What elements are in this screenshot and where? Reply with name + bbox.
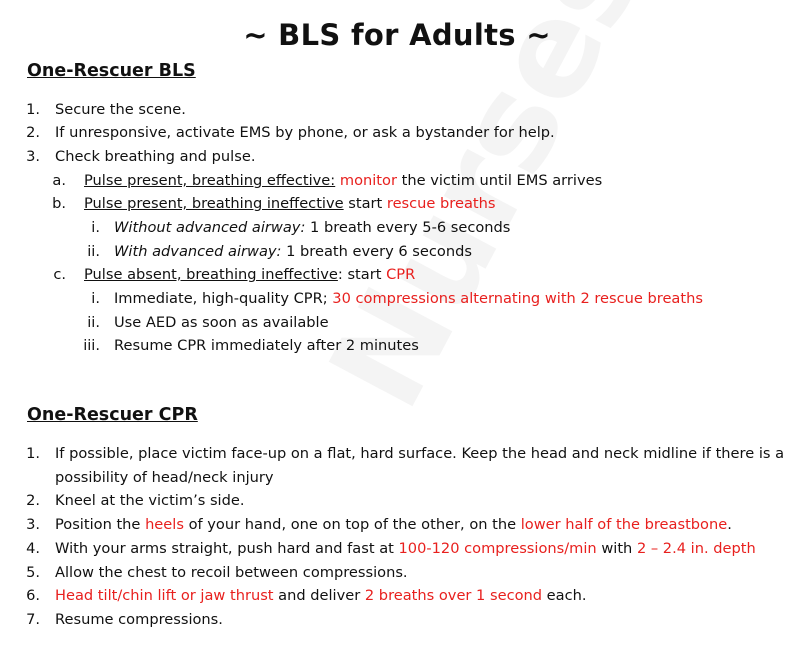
list-text: Check breathing and pulse. [55,148,256,165]
section-heading-one-rescuer-bls: One-Rescuer BLS [27,61,196,81]
highlight-text: 100-120 compressions/min [398,540,597,557]
list-text-part: of your hand, one on top of the other, on the [183,516,521,533]
list-number: ii. [87,314,100,331]
highlight-text: lower half of the breastbone [520,516,728,533]
page-title: ~ BLS for Adults ~ [243,18,551,52]
list-text: If possible, place victim face-up on a flat, hard surface. Keep the head and neck midline if there is a [55,445,785,462]
list-number: 5. [26,564,40,581]
airway-label: With advanced airway: [114,243,282,260]
list-text-rest: 1 breath every 6 seconds [281,243,472,260]
list-text-part: With your arms straight, push hard and fast at [55,540,399,557]
highlight-text: 30 compressions alternating with 2 rescue breaths [332,290,703,307]
list-text [55,584,587,608]
list-text-part: and deliver [273,587,365,604]
condition-label: Pulse absent, breathing ineffective [84,266,338,283]
list-text [55,537,756,561]
list-number: i. [91,219,100,236]
condition-label: Pulse present, breathing effective: [84,172,336,189]
list-number: b. [52,195,66,212]
highlight-text: CPR [386,266,416,283]
list-number: iii. [83,337,100,354]
list-number: ii. [87,243,100,260]
list-number: 2. [26,124,40,141]
list-number: 7. [26,611,40,628]
list-text: Resume compressions. [55,611,223,628]
list-text-mid: : start [337,266,387,283]
list-number: a. [52,172,66,189]
list-text [114,216,510,240]
list-number: 3. [26,516,40,533]
list-text [84,192,495,216]
highlight-text: rescue breaths [386,195,496,212]
list-text [84,169,602,193]
list-text-part: with [596,540,637,557]
airway-label: Without advanced airway: [114,219,306,236]
highlight-text: Head tilt/chin lift or jaw thrust [55,587,274,604]
list-text [114,240,472,264]
list-number: 3. [26,148,40,165]
list-number: 2. [26,492,40,509]
list-text [55,513,732,537]
list-text: If unresponsive, activate EMS by phone, or ask a bystander for help. [55,124,555,141]
list-text [114,287,703,311]
list-text: Kneel at the victim’s side. [55,492,245,509]
list-number: 1. [26,445,40,462]
list-number: c. [53,266,66,283]
highlight-text: heels [145,516,184,533]
list-text-rest: the victim until EMS arrives [396,172,603,189]
list-text-mid: start [343,195,387,212]
list-text: Secure the scene. [55,101,186,118]
list-number: 1. [26,101,40,118]
list-text-rest: 1 breath every 5-6 seconds [305,219,511,236]
highlight-text: monitor [339,172,397,189]
list-text: possibility of head/neck injury [55,469,274,486]
list-text: Allow the chest to recoil between compressions. [55,564,408,581]
condition-label: Pulse present, breathing ineffective [84,195,344,212]
highlight-text: 2 – 2.4 in. depth [636,540,756,557]
list-number: 6. [26,587,40,604]
list-number: i. [91,290,100,307]
list-text-part: . [727,516,732,533]
list-text-part: Position the [55,516,146,533]
highlight-text: 2 breaths over 1 second [364,587,543,604]
list-text: Use AED as soon as available [114,314,329,331]
list-text [84,263,415,287]
list-text-part: each. [542,587,587,604]
section-heading-one-rescuer-cpr: One-Rescuer CPR [27,405,198,425]
list-text-start: Immediate, high-quality CPR; [114,290,333,307]
list-text: Resume CPR immediately after 2 minutes [114,337,419,354]
list-number: 4. [26,540,40,557]
